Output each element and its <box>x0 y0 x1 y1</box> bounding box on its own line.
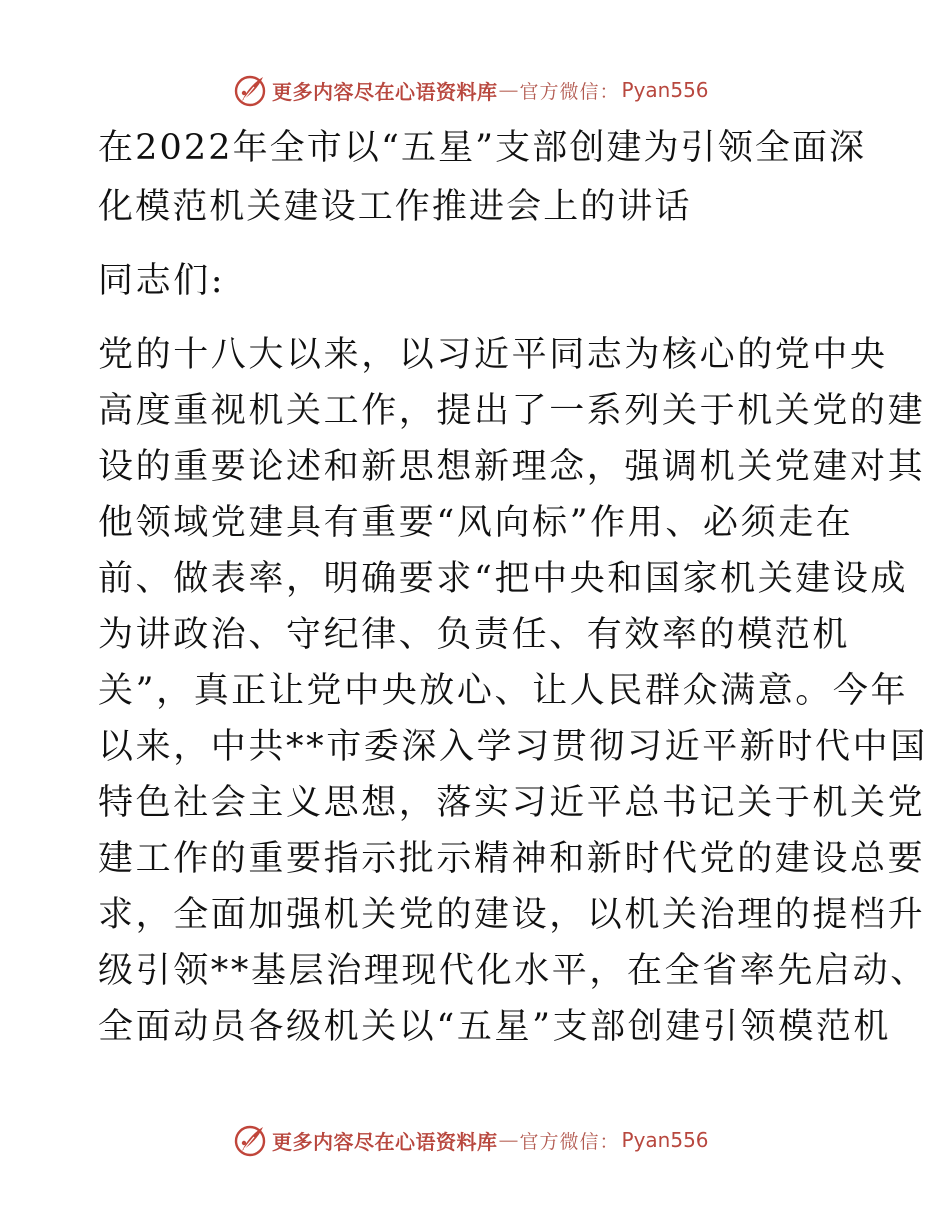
salutation: 同志们: <box>98 261 226 301</box>
body-line: 特色社会主义思想，落实习近平总书记关于机关党 <box>98 783 926 823</box>
watermark-dash: — <box>498 78 519 102</box>
body-line: 为讲政治、守纪律、负责任、有效率的模范机 <box>98 615 851 655</box>
quill-logo-icon <box>232 1122 268 1158</box>
body-line: 全面动员各级机关以“五星”支部创建引领模范机 <box>98 1007 891 1047</box>
title-line-2: 化模范机关建设工作推进会上的讲话 <box>98 187 692 227</box>
watermark-official-label: 官方微信： <box>519 1130 620 1153</box>
body-line: 设的重要论述和新思想新理念，强调机关党建对其 <box>98 447 926 487</box>
body-line: 他领域党建具有重要“风向标”作用、必须走在 <box>98 503 854 543</box>
body-line: 求，全面加强机关党的建设，以机关治理的提档升 <box>98 895 926 935</box>
body-line: 党的十八大以来，以习近平同志为核心的党中央 <box>98 335 888 375</box>
body-line: 高度重视机关工作，提出了一系列关于机关党的建 <box>98 391 926 431</box>
watermark-wechat-id: Pyan556 <box>621 78 709 102</box>
body-line: 关”，真正让党中央放心、让人民群众满意。今年 <box>98 671 909 711</box>
body-line: 前、做表率，明确要求“把中央和国家机关建设成 <box>98 559 909 599</box>
header-watermark <box>232 72 709 108</box>
watermark-text: 更多内容尽在心语资料库 <box>272 79 498 104</box>
watermark-wechat-id: Pyan556 <box>621 1128 709 1152</box>
watermark-text: 更多内容尽在心语资料库 <box>272 1129 498 1154</box>
footer-watermark <box>232 1122 709 1158</box>
watermark-official-label: 官方微信： <box>519 80 620 103</box>
body-line: 建工作的重要指示批示精神和新时代党的建设总要 <box>98 839 926 879</box>
title-line-1: 在2022年全市以“五星”支部创建为引领全面深 <box>98 128 867 168</box>
quill-logo-icon <box>232 72 268 108</box>
body-line: 级引领**基层治理现代化水平，在全省率先启动、 <box>98 951 928 991</box>
body-line: 以来，中共**市委深入学习贯彻习近平新时代中国 <box>98 727 928 767</box>
watermark-dash: — <box>498 1128 519 1152</box>
